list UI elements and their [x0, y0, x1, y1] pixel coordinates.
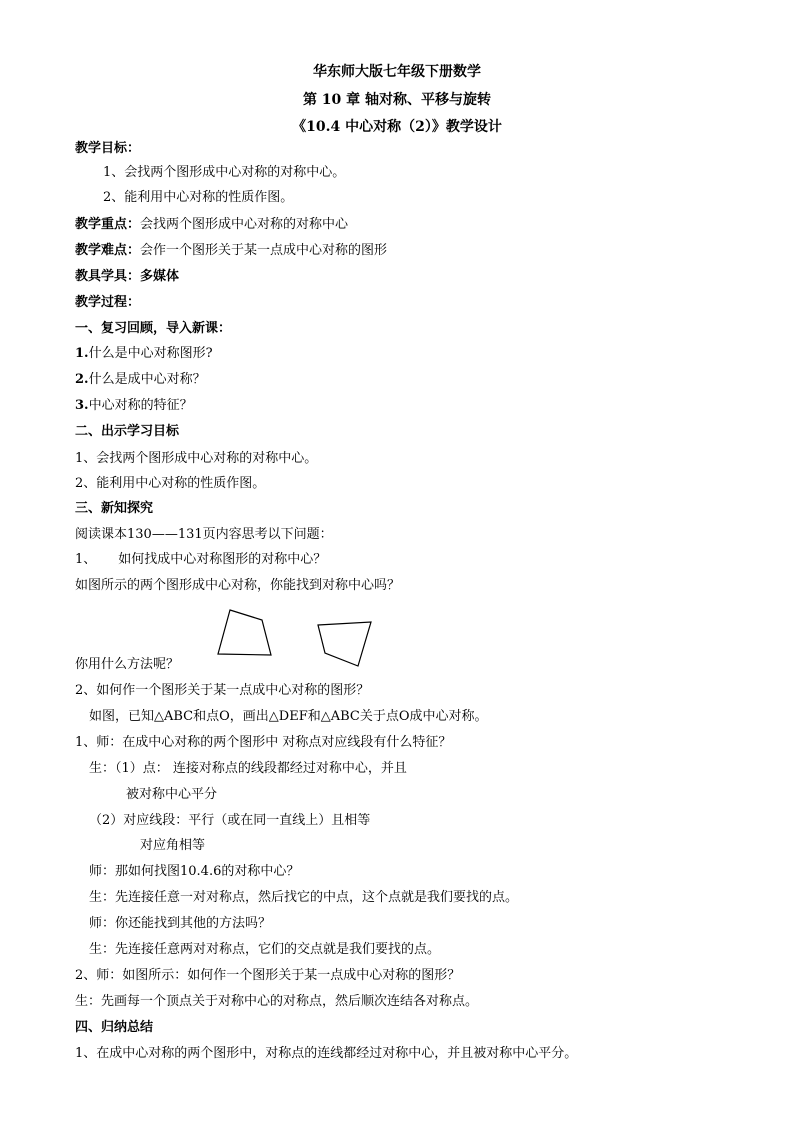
review-question-1: [75, 346, 213, 362]
explore-question-1-num: 1、: [75, 552, 97, 567]
review-question-1-num: 1.: [75, 346, 89, 361]
student-answer-2: （2）对应线段：平行（或在同一直线上）且相等: [89, 813, 371, 828]
goals-heading: 教学目标：: [75, 141, 141, 156]
explore-question-2-desc: 如图，已知△ABC和点O，画出△DEF和△ABC关于点O成中心对称。: [89, 709, 488, 724]
reading-intro: 阅读课本130——131页内容思考以下问题：: [75, 527, 333, 542]
symmetric-quadrilaterals-figure: [212, 606, 377, 670]
student-answer-1: 生：（1）点： 连接对称点的线段都经过对称中心，并且: [89, 761, 407, 776]
process-heading: 教学过程：: [75, 295, 141, 310]
student-answer-3: 对应角相等: [140, 838, 206, 853]
explore-question-1: [75, 552, 326, 568]
chapter-title: 第 10 章 轴对称、平移与旋转: [302, 92, 492, 108]
explore-question-1-desc: 如图所示的两个图形成中心对称，你能找到对称中心吗？: [75, 578, 401, 593]
key-point-label: 教学重点：: [75, 217, 141, 232]
lesson-title: 《10.4 中心对称（2）》教学设计: [292, 119, 502, 135]
review-question-3: [75, 398, 193, 414]
key-point-text: 会找两个图形成中心对称的对称中心: [140, 217, 349, 232]
teacher-question-2: 师：那如何找图10.4.6的对称中心？: [89, 864, 300, 879]
section4-heading: 四、归纳总结: [75, 1020, 154, 1035]
teaching-aids-text: 多媒体: [140, 269, 180, 284]
summary-item-1: 1、在成中心对称的两个图形中，对称点的连线都经过对称中心，并且被对称中心平分。: [75, 1046, 578, 1061]
explore-question-1-text: 如何找成中心对称图形的对称中心？: [118, 552, 327, 567]
student-answer-6: 生：先画每一个顶点关于对称中心的对称点，然后顺次连结各对称点。: [75, 994, 479, 1009]
section1-heading: 一、复习回顾，导入新课：: [75, 321, 232, 336]
method-question: 你用什么方法呢？: [75, 657, 180, 672]
review-question-2: [75, 372, 206, 388]
section3-heading: 三、新知探究: [75, 501, 154, 516]
student-answer-4: 生：先连接任意一对对称点，然后找它的中点，这个点就是我们要找的点。: [89, 890, 519, 905]
goal-item-1: 1、会找两个图形成中心对称的对称中心。: [103, 165, 346, 180]
student-answer-1b: 被对称中心平分: [126, 787, 218, 802]
teacher-question-1: 1、师：在成中心对称的两个图形中 对称点对应线段有什么特征？: [75, 735, 452, 750]
difficulty-label: 教学难点：: [75, 243, 141, 258]
key-point-row: [75, 217, 348, 233]
review-question-1-text: 什么是中心对称图形?: [88, 346, 213, 361]
review-question-3-num: 3.: [75, 398, 89, 413]
quadrilateral-right: [318, 622, 371, 666]
review-question-3-text: 中心对称的特征？: [88, 398, 193, 413]
difficulty-text: 会作一个图形关于某一点成中心对称的图形: [140, 243, 388, 258]
student-answer-5: 生：先连接任意两对对称点，它们的交点就是我们要找的点。: [89, 942, 441, 957]
section2-heading: 二、出示学习目标: [75, 424, 180, 439]
review-question-2-text: 什么是成中心对称？: [88, 372, 206, 387]
teaching-aids-row: [75, 269, 179, 285]
review-question-2-num: 2.: [75, 372, 89, 387]
learning-goal-2: 2、能利用中心对称的性质作图。: [75, 476, 266, 491]
teacher-question-4: 2、师：如图所示：如何作一个图形关于某一点成中心对称的图形？: [75, 968, 461, 983]
explore-question-2: 2、如何作一个图形关于某一点成中心对称的图形？: [75, 683, 370, 698]
document-title: 华东师大版七年级下册数学: [313, 64, 481, 80]
goal-item-2: 2、能利用中心对称的性质作图。: [103, 190, 294, 205]
quadrilateral-left: [218, 610, 271, 655]
difficulty-row: [75, 243, 387, 259]
teaching-aids-label: 教具学具：: [75, 269, 141, 284]
teacher-question-3: 师：你还能找到其他的方法吗？: [89, 916, 272, 931]
learning-goal-1: 1、会找两个图形成中心对称的对称中心。: [75, 451, 318, 466]
